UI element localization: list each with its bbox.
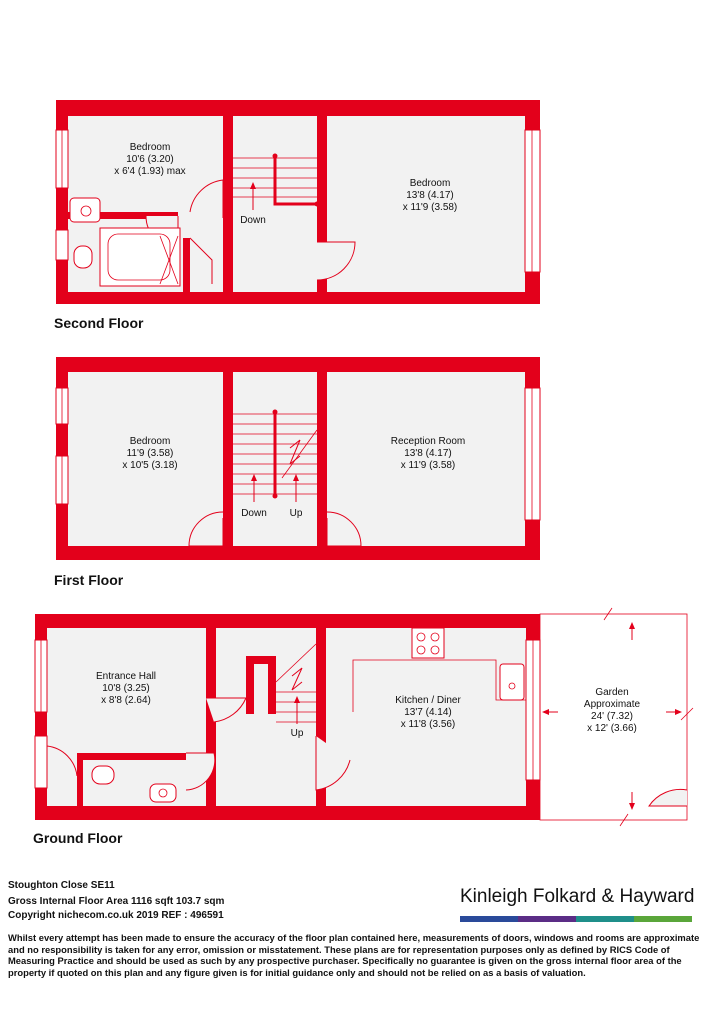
room-dimension: 10'8 (3.25): [102, 683, 150, 694]
room-dimension: 13'8 (4.17): [406, 190, 454, 201]
stair-label-down: Down: [240, 215, 266, 226]
disclaimer: Whilst every attempt has been made to ensure the accuracy of the floor plan contained here, measurements of doors, windows and rooms are approximate and no responsibility is taken for any error, omission or misstatement. These plans are for representation purposes only as defined by RICS Code of Measuring Practice and should be used as such by any prospective purchaser. Specifically no guarantee is given on the gross internal floor area of the property if quoted on this plan and any figure given is for initial guidance only and should not be relied on as a basis of valuation.: [8, 932, 700, 978]
window: [35, 736, 47, 788]
room-dimension: 13'7 (4.14): [404, 707, 452, 718]
ground-floor-title: Ground Floor: [33, 830, 123, 846]
room-dimension: x 12' (3.66): [587, 723, 637, 734]
gross-area: Gross Internal Floor Area 1116 sqft 103.7 sqm: [8, 896, 225, 907]
logo-bar-purple: [518, 916, 576, 922]
room-dimension: x 11'9 (3.58): [402, 202, 458, 213]
agent-logo-text: Kinleigh Folkard & Hayward: [460, 886, 695, 907]
logo-bar-blue: [460, 916, 518, 922]
stair-label-down: Down: [241, 508, 267, 519]
room-dimension: x 11'8 (3.56): [400, 719, 456, 730]
room-name: Bedroom: [409, 178, 451, 189]
second-floor-plan: [56, 100, 540, 304]
room-dimension: 11'9 (3.58): [126, 448, 174, 459]
room-name: Garden: [595, 687, 629, 698]
window: [525, 130, 540, 272]
room-dimension: 10'6 (3.20): [126, 154, 174, 165]
room-name: Reception Room: [390, 436, 466, 447]
room-dimension: x 6'4 (1.93) max: [114, 166, 186, 177]
room-name: Entrance Hall: [95, 671, 157, 682]
window: [56, 230, 68, 260]
room-name: Bedroom: [129, 142, 171, 153]
first-floor-title: First Floor: [54, 572, 124, 588]
stair-label-up: Up: [290, 728, 304, 739]
room-dimension: x 8'8 (2.64): [101, 695, 151, 706]
window: [525, 388, 540, 520]
room-dimension: x 10'5 (3.18): [122, 460, 178, 471]
copyright: Copyright nichecom.co.uk 2019 REF : 496591: [8, 910, 224, 921]
room-name: Bedroom: [129, 436, 171, 447]
room-dimension: 13'8 (4.17): [404, 448, 452, 459]
second-floor-title: Second Floor: [54, 315, 144, 331]
stair-label-up: Up: [289, 508, 303, 519]
room-dimension: Approximate: [583, 699, 641, 710]
logo-bar-green: [634, 916, 692, 922]
room-dimension: 24' (7.32): [591, 711, 633, 722]
logo-bar-teal: [576, 916, 634, 922]
property-address: Stoughton Close SE11: [8, 880, 115, 891]
room-name: Kitchen / Diner: [395, 695, 461, 706]
room-dimension: x 11'9 (3.58): [400, 460, 456, 471]
